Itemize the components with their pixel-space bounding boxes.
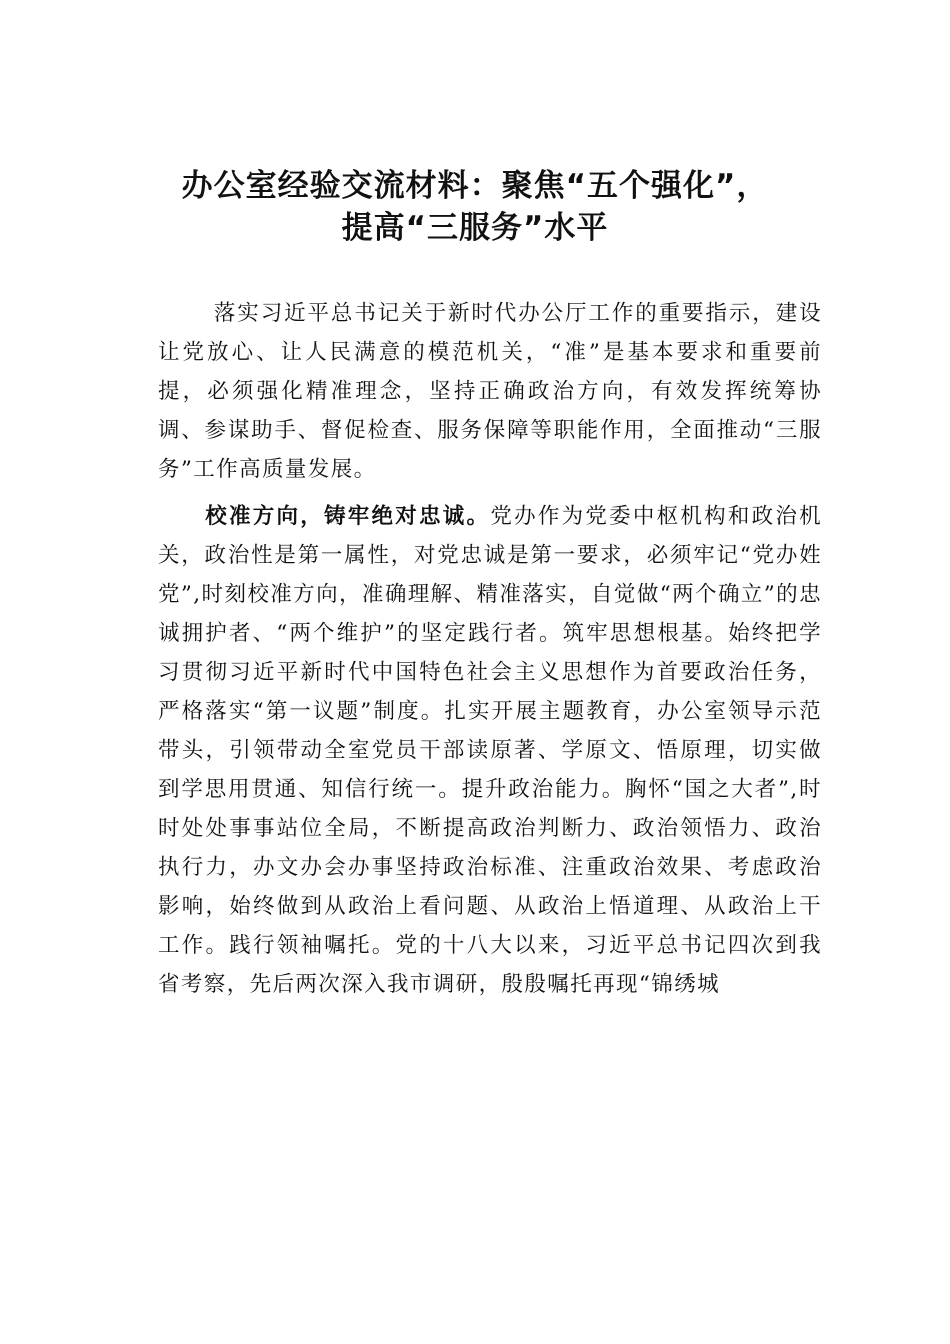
paragraph-intro: 落实习近平总书记关于新时代办公厅工作的重要指示，建设让党放心、让人民满意的模范机关，“准”是基本要求和重要前提，必须强化精准理念，坚持正确政治方向，有效发挥统筹协调、参谋助手、督促检查、服务保障等职能作用，全面推动“三服务”工作高质量发展。 [158,301,822,482]
document-body [158,294,822,1004]
paragraph-body-text: 党办作为党委中枢机构和政治机关，政治性是第一属性，对党忠诚是第一要求，必须牢记“党办姓党”,时刻校准方向，准确理解、精准落实，自觉做“两个确立”的忠诚拥护者、“两个维护”的坚定践行者。筑牢思想根基。始终把学习贯彻习近平新时代中国特色社会主义思想作为首要政治任务，严格落实“第一议题”制度。扎实开展主题教育，办公室领导示范带头，引领带动全室党员干部读原著、学原文、悟原理，切实做到学思用贯通、知信行统一。提升政治能力。胸怀“国之大者”,时时处处事事站位全局，不断提高政治判断力、政治领悟力、政治执行力，办文办会办事坚持政治标准、注重政治效果、考虑政治影响，始终做到从政治上看问题、从政治上悟道理、从政治上干工作。践行领袖嘱托。党的十八大以来，习近平总书记四次到我省考察，先后两次深入我市调研，殷殷嘱托再现“锦绣城 [158,504,822,997]
title-line-2: 提高“三服务”水平 [341,210,609,246]
paragraph-calibrate-direction [158,497,822,1004]
title-line-1: 办公室经验交流材料：聚焦“五个强化”， [181,168,769,204]
paragraph-lead-heading: 校准方向，铸牢绝对忠诚。 [205,504,491,529]
document-title [120,165,830,249]
